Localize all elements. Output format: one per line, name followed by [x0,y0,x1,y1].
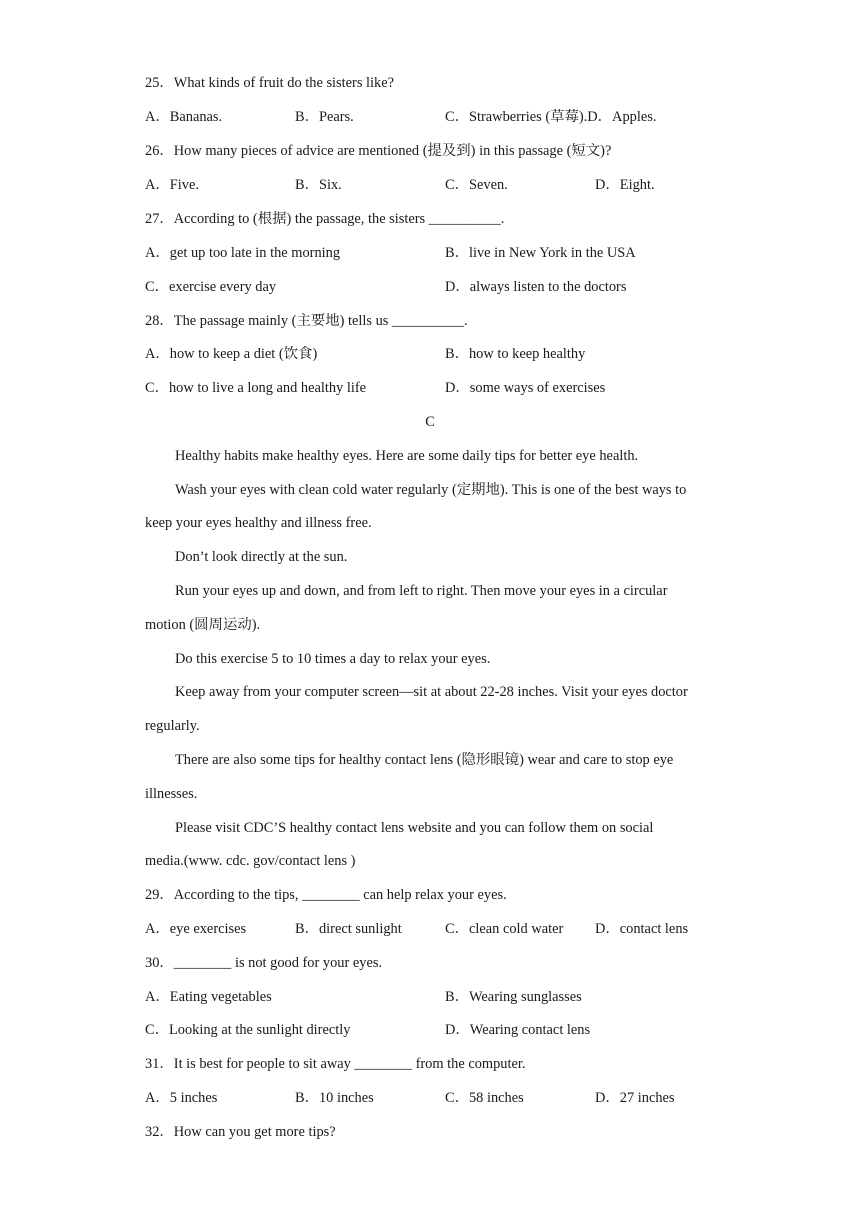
question-27-stem: 27．According to (根据) the passage, the sisters __________. [145,211,505,227]
question-27-option-a: A．get up too late in the morning [145,245,341,261]
question-31-option-b: B．10 inches [295,1090,374,1106]
passage-paragraph-7-continued: illnesses. [145,786,198,802]
passage-paragraph-2: Wash your eyes with clean cold water regularly (定期地). This is one of the best ways to [175,482,687,498]
question-25-stem: 25．What kinds of fruit do the sisters like? [145,75,394,91]
question-31-stem: 31．It is best for people to sit away ________ from the computer. [145,1056,526,1072]
passage-paragraph-6-continued: regularly. [145,718,200,734]
question-29-option-c: C．clean cold water [445,921,564,937]
question-27-option-c: C．exercise every day [145,279,277,295]
passage-paragraph-4: Run your eyes up and down, and from left to right. Then move your eyes in a circular [175,583,668,599]
question-30-stem: 30．________ is not good for your eyes. [145,955,383,971]
question-32-stem: 32．How can you get more tips? [145,1124,336,1140]
section-heading: C [425,414,435,430]
question-29-option-d: D．contact lens [595,921,689,937]
question-31-option-a: A．5 inches [145,1090,218,1106]
question-31-option-d: D．27 inches [595,1090,675,1106]
question-25-option-a: A．Bananas. [145,109,223,125]
passage-paragraph-5: Do this exercise 5 to 10 times a day to relax your eyes. [175,651,491,667]
question-26-option-a: A．Five. [145,177,199,193]
question-26-option-c: C．Seven. [445,177,508,193]
question-28-option-c: C．how to live a long and healthy life [145,380,367,396]
question-30-option-a: A．Eating vegetables [145,989,272,1005]
question-29-option-b: B．direct sunlight [295,921,402,937]
question-27-option-b: B．live in New York in the USA [445,245,636,261]
question-25-option-b: B．Pears. [295,109,354,125]
passage-paragraph-8-continued: media.(www. cdc. gov/contact lens ) [145,853,356,869]
passage-paragraph-1: Healthy habits make healthy eyes. Here are some daily tips for better eye health. [175,448,639,464]
passage-paragraph-7: There are also some tips for healthy contact lens (隐形眼镜) wear and care to stop eye [175,752,674,768]
question-30-option-c: C．Looking at the sunlight directly [145,1022,351,1038]
question-26-option-d: D．Eight. [595,177,655,193]
question-28-option-b: B．how to keep healthy [445,346,586,362]
question-26-option-b: B．Six. [295,177,342,193]
question-31-option-c: C．58 inches [445,1090,524,1106]
question-28-option-a: A．how to keep a diet (饮食) [145,346,318,362]
question-25-option-c-d: C．Strawberries (草莓).D．Apples. [445,109,657,125]
question-30-option-d: D．Wearing contact lens [445,1022,591,1038]
question-28-stem: 28．The passage mainly (主要地) tells us __________. [145,313,468,329]
question-30-option-b: B．Wearing sunglasses [445,989,582,1005]
passage-paragraph-2-continued: keep your eyes healthy and illness free. [145,515,372,531]
question-28-option-d: D．some ways of exercises [445,380,606,396]
passage-paragraph-8: Please visit CDC’S healthy contact lens website and you can follow them on social [175,820,654,836]
question-29-stem: 29．According to the tips, ________ can help relax your eyes. [145,887,507,903]
passage-paragraph-3: Don’t look directly at the sun. [175,549,348,565]
question-27-option-d: D．always listen to the doctors [445,279,627,295]
question-26-stem: 26．How many pieces of advice are mentioned (提及到) in this passage (短文)? [145,143,612,159]
passage-paragraph-4-continued: motion (圆周运动). [145,617,261,633]
passage-paragraph-6: Keep away from your computer screen—sit at about 22-28 inches. Visit your eyes doctor [175,684,688,700]
question-29-option-a: A．eye exercises [145,921,247,937]
